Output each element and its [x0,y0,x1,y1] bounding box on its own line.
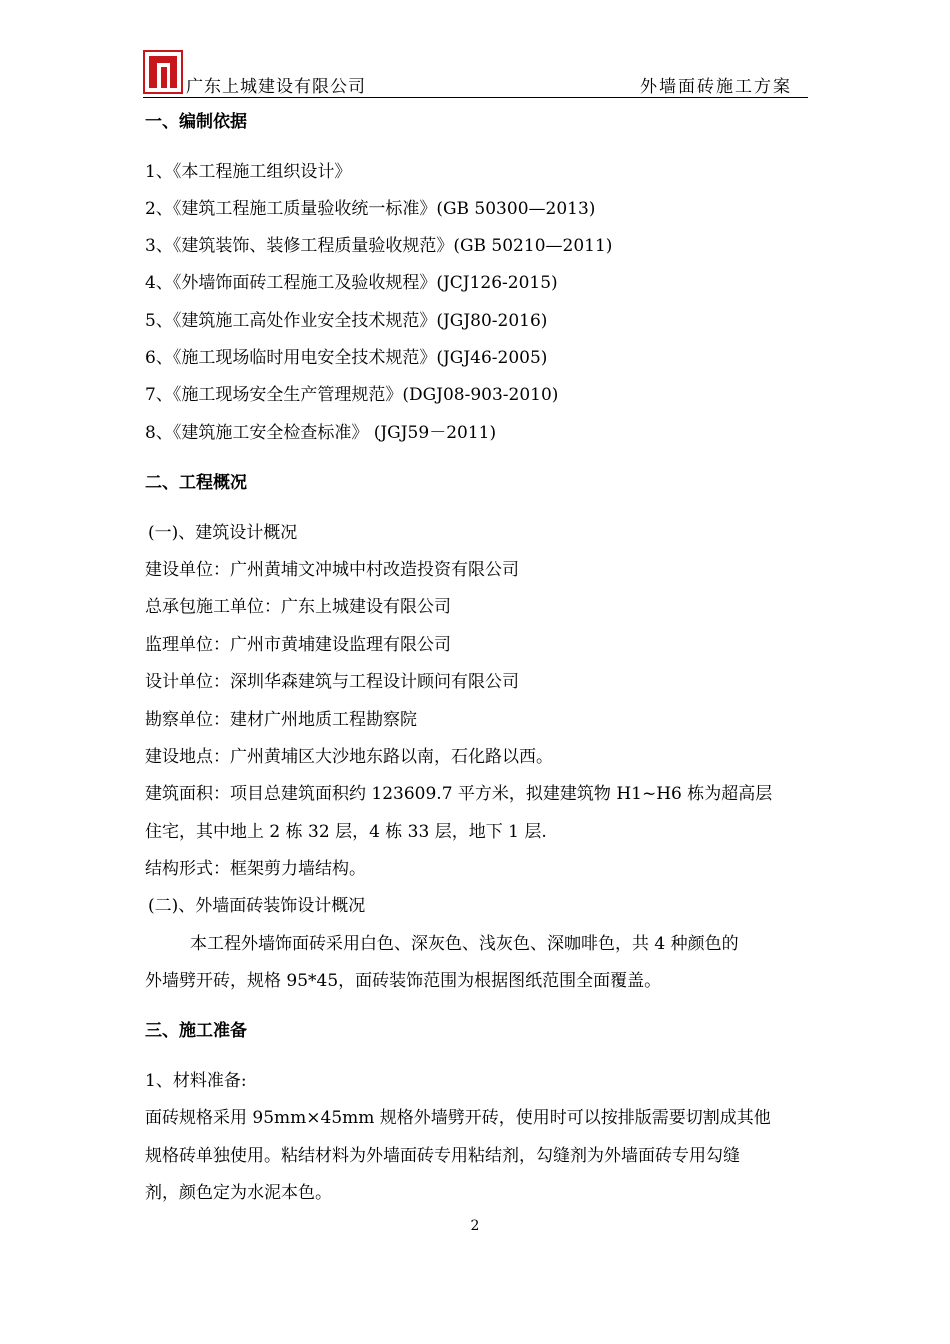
paragraph-line: 外墙劈开砖，规格 95*45，面砖装饰范围为根据图纸范围全面覆盖。 [145,971,662,991]
paragraph-line: 规格砖单独使用。粘结材料为外墙面砖专用粘结剂，勾缝剂为外墙面砖专用勾缝 [145,1146,740,1166]
info-line: 结构形式：框架剪力墙结构。 [145,859,366,879]
document-title: 外墙面砖施工方案 [640,77,792,97]
info-line: 建设地点：广州黄埔区大沙地东路以南，石化路以西。 [145,747,553,767]
list-item: 8、《建筑施工安全检查标准》 (JGJ59－2011) [145,423,497,443]
subsection-heading: (二)、外墙面砖装饰设计概况 [148,896,366,916]
paragraph-line: 面砖规格采用 95mm×45mm 规格外墙劈开砖，使用时可以按排版需要切割成其他 [145,1108,771,1128]
list-item: 3、《建筑装饰、装修工程质量验收规范》(GB 50210—2011) [145,236,613,256]
info-line: 住宅，其中地上 2 栋 32 层，4 栋 33 层，地下 1 层. [145,822,547,842]
info-line: 勘察单位：建材广州地质工程勘察院 [145,710,417,730]
subsection-heading: 1、材料准备: [145,1071,247,1091]
info-line: 监理单位：广州市黄埔建设监理有限公司 [145,635,451,655]
section-heading-preparation: 三、施工准备 [145,1021,247,1041]
paragraph-line: 剂，颜色定为水泥本色。 [145,1183,332,1203]
list-item: 4、《外墙饰面砖工程施工及验收规程》(JCJ126-2015) [145,273,558,293]
section-heading-overview: 二、工程概况 [145,473,247,493]
paragraph-line: 本工程外墙饰面砖采用白色、深灰色、浅灰色、深咖啡色，共 4 种颜色的 [190,934,739,954]
list-item: 5、《建筑施工高处作业安全技术规范》(JGJ80-2016) [145,311,548,331]
company-logo-icon [143,50,183,94]
list-item: 2、《建筑工程施工质量验收统一标准》(GB 50300—2013) [145,199,596,219]
info-line: 建筑面积：项目总建筑面积约 123609.7 平方米，拟建建筑物 H1~H6 栋为超高层 [145,784,773,804]
page-number: 2 [470,1218,480,1234]
info-line: 建设单位：广州黄埔文冲城中村改造投资有限公司 [145,560,519,580]
list-item: 1、《本工程施工组织设计》 [145,162,352,182]
list-item: 6、《施工现场临时用电安全技术规范》(JGJ46-2005) [145,348,548,368]
header-divider [143,97,808,98]
info-line: 总承包施工单位：广东上城建设有限公司 [145,597,451,617]
section-heading-basis: 一、编制依据 [145,112,247,132]
subsection-heading: (一)、建筑设计概况 [148,523,298,543]
list-item: 7、《施工现场安全生产管理规范》(DGJ08-903-2010) [145,385,559,405]
info-line: 设计单位：深圳华森建筑与工程设计顾问有限公司 [145,672,519,692]
company-name: 广东上城建设有限公司 [186,77,366,97]
